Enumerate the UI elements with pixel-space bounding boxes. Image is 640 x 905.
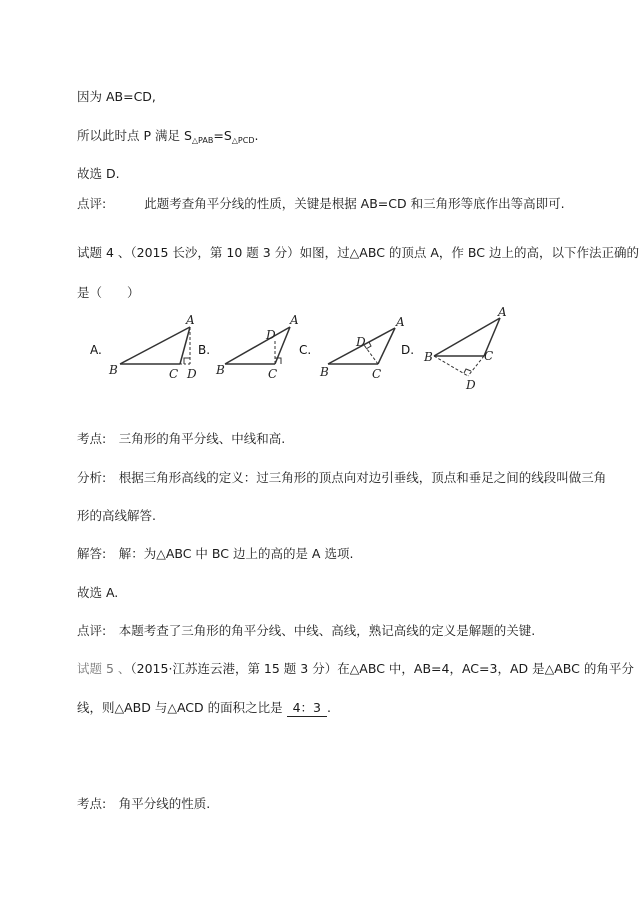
text: 所以此时点 P 满足 S	[77, 128, 192, 143]
analysis-line-2: 形的高线解答.	[77, 508, 156, 523]
fig-a-label-d: D	[187, 367, 197, 381]
text: .	[254, 128, 259, 143]
fig-a-label-a: A	[186, 313, 195, 327]
option-b-label: B.	[198, 343, 211, 357]
question-5-label: 试题 5 、	[77, 661, 131, 676]
question-5-line-1	[77, 661, 634, 677]
comment-text: 此题考查角平分线的性质，关键是根据 AB=CD 和三角形等底作出等高即可.	[144, 196, 565, 211]
fig-d-label-a: A	[498, 305, 507, 319]
question-5-text-2: 线，则△ABD 与△ACD 的面积之比是	[77, 700, 283, 715]
question-4-line-2: 是（ ）	[77, 285, 140, 300]
fig-c-label-c: C	[372, 367, 382, 381]
choose-a: 故选 A.	[77, 585, 119, 600]
fig-c-label-d: D	[356, 335, 366, 349]
fig-b-label-b: B	[216, 363, 225, 377]
fig-d-label-d: D	[466, 378, 476, 392]
question-5-text: （2015·江苏连云港，第 15 题 3 分）在△ABC 中，AB=4，AC=3，AD 是△ABC 的角平分	[130, 661, 634, 676]
fig-a-right-angle-mark	[184, 358, 190, 364]
fig-c-label-b: B	[320, 365, 329, 379]
option-d-label: D.	[401, 343, 415, 357]
fig-d-extension	[434, 356, 468, 376]
fig-c-height	[364, 345, 378, 364]
fig-a-label-c: C	[169, 367, 179, 381]
question-5-end: .	[327, 700, 331, 715]
triangle-options-figure	[0, 0, 640, 400]
fig-b-label-a: A	[290, 313, 299, 327]
fig-b-label-c: C	[268, 367, 278, 381]
fig-a-side-ab	[120, 327, 190, 364]
key-point-2: 考点: 角平分线的性质.	[77, 796, 211, 811]
fig-d-right-angle-mark	[464, 369, 471, 373]
question-4-line-1: 试题 4 、（2015 长沙，第 10 题 3 分）如图，过△ABC 的顶点 A，作 BC 边上的高，以下作法正确的	[77, 245, 639, 260]
fig-d-label-c: C	[484, 349, 494, 363]
key-point-1: 考点: 三角形的角平分线、中线和高.	[77, 431, 286, 446]
option-c-label: C.	[299, 343, 312, 357]
line-choose-d: 故选 D.	[77, 166, 120, 181]
fig-c-label-a: A	[396, 315, 405, 329]
subscript: △PAB	[191, 136, 214, 145]
comment-2: 点评: 本题考查了三角形的角平分线、中线、高线，熟记高线的定义是解题的关键.	[77, 623, 536, 638]
text: =S	[213, 128, 232, 143]
fig-b-label-d: D	[266, 328, 276, 342]
line-because: 因为 AB=CD,	[77, 89, 156, 104]
question-5-answer: 4：3	[287, 700, 327, 717]
solution: 解答: 解：为△ABC 中 BC 边上的高的是 A 选项.	[77, 546, 354, 561]
option-a-label: A.	[90, 343, 102, 357]
fig-d-height	[468, 356, 484, 376]
question-5-line-2	[77, 700, 331, 717]
fig-a-label-b: B	[109, 363, 118, 377]
fig-d-label-b: B	[424, 350, 433, 364]
comment-label: 点评:	[77, 196, 107, 211]
subscript: △PCD	[231, 136, 255, 145]
analysis-line-1: 分析: 根据三角形高线的定义：过三角形的顶点向对边引垂线，顶点和垂足之间的线段叫做三角	[77, 470, 607, 485]
